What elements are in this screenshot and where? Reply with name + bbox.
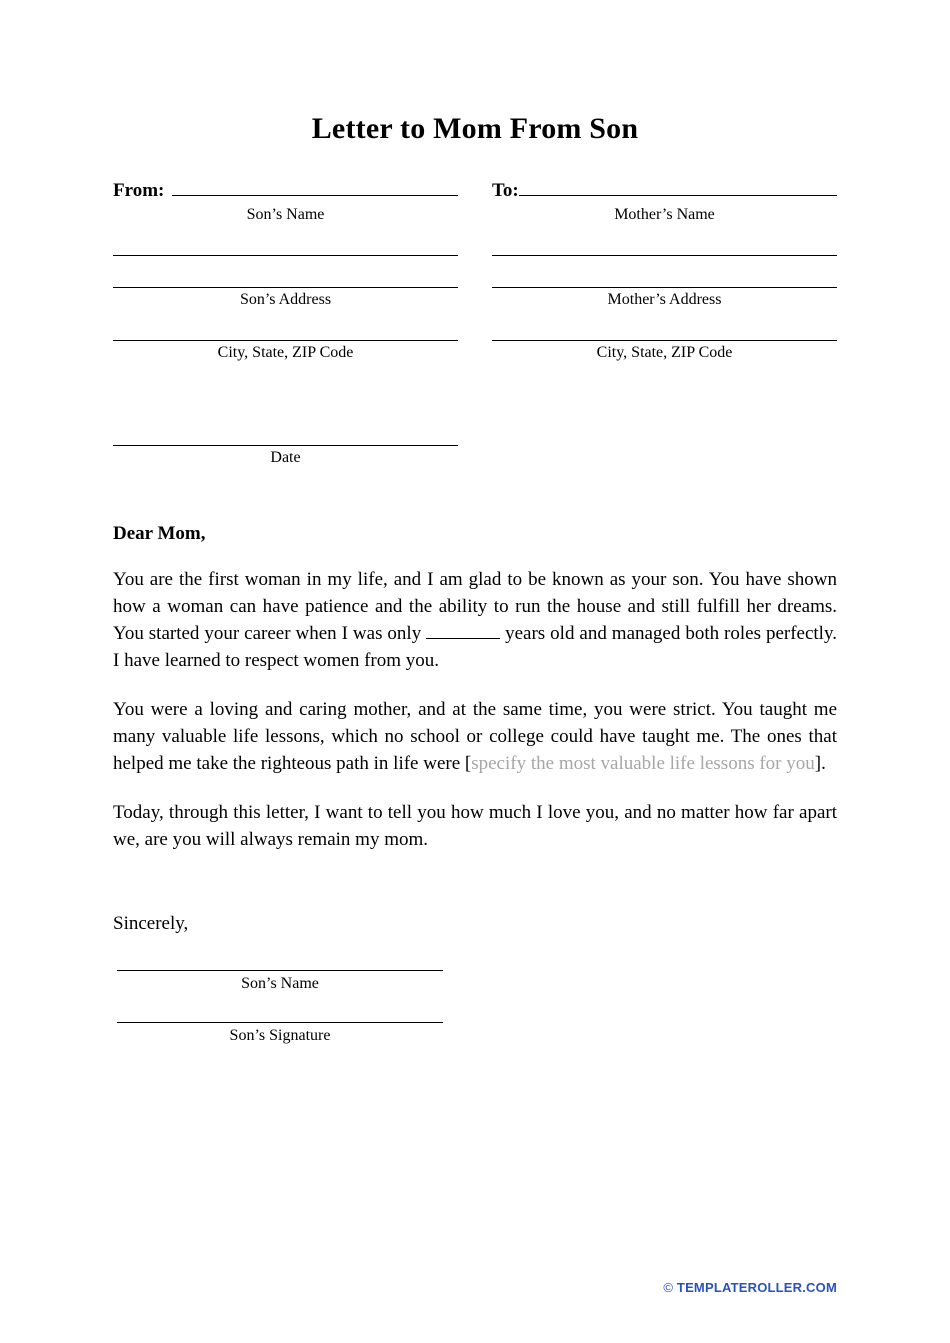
address-block [113,178,837,467]
from-field-row [113,178,458,202]
signature-caption: Son’s Signature [229,1027,331,1045]
body-paragraph-1 [113,567,837,675]
signer-name-field [117,969,443,993]
sender-name-caption: Son’s Name [246,206,325,223]
to-label: To: [492,180,519,201]
date-caption: Date [270,448,301,466]
recipient-address-caption: Mother’s Address [607,291,722,309]
page-title: Letter to Mom From Son [311,112,639,145]
sender-address-line-1-input[interactable] [113,235,458,256]
sender-city-state-zip-input[interactable] [113,320,458,341]
recipient-address-line-2-input[interactable] [492,267,837,288]
sender-address-column [113,178,458,467]
from-name-input[interactable] [172,178,458,196]
sender-city-caption: City, State, ZIP Code [217,344,354,362]
salutation: Dear Mom, [113,522,206,544]
signer-name-input[interactable] [117,969,443,971]
sender-address-caption: Son’s Address [239,291,332,309]
date-field [113,425,458,467]
from-label: From: [113,180,165,201]
body-paragraph-3: Today, through this letter, I want to tell you how much I love you, and no matter how far apart we, are you will always remain my mom. [113,801,837,850]
closing-text: Sincerely, [113,913,189,935]
signer-name-caption: Son’s Name [241,975,319,993]
recipient-address-line-1-input[interactable] [492,235,837,256]
paragraph-1-text-after-blank: years old and managed both roles perfectly. I have learned to respect women from you. [113,622,837,671]
copyright-symbol: © [663,1280,677,1295]
to-name-input[interactable] [519,178,837,196]
age-blank-input[interactable] [426,638,500,639]
date-input[interactable] [113,425,458,446]
signature-field [117,1021,443,1045]
recipient-city-state-zip-input[interactable] [492,320,837,341]
footer-watermark[interactable] [663,1280,837,1295]
body-paragraph-2 [113,697,837,778]
sender-address-line-2-input[interactable] [113,267,458,288]
recipient-address-column [492,178,837,467]
paragraph-2-text-before-placeholder: You were a loving and caring mother, and at the same time, you were strict. You taught me many valuable life lessons, which no school or college could have taught me. The ones that helped me take the righteous path in life were [ [113,698,837,774]
brand-name: TEMPLATEROLLER.COM [676,1280,837,1295]
paragraph-2-text-after-placeholder: ]. [814,752,826,774]
to-field-row [492,178,837,202]
recipient-city-caption: City, State, ZIP Code [596,344,733,362]
signature-input[interactable] [117,1021,443,1023]
recipient-name-caption: Mother’s Name [614,206,715,223]
paragraph-1-text-before-blank: You are the first woman in my life, and I am glad to be known as your son. You have shown how a woman can have patience and the ability to run the house and still fulfill her dreams. You started your career when I was only [113,568,837,644]
life-lessons-placeholder[interactable]: specify the most valuable life lessons for you [471,752,815,774]
